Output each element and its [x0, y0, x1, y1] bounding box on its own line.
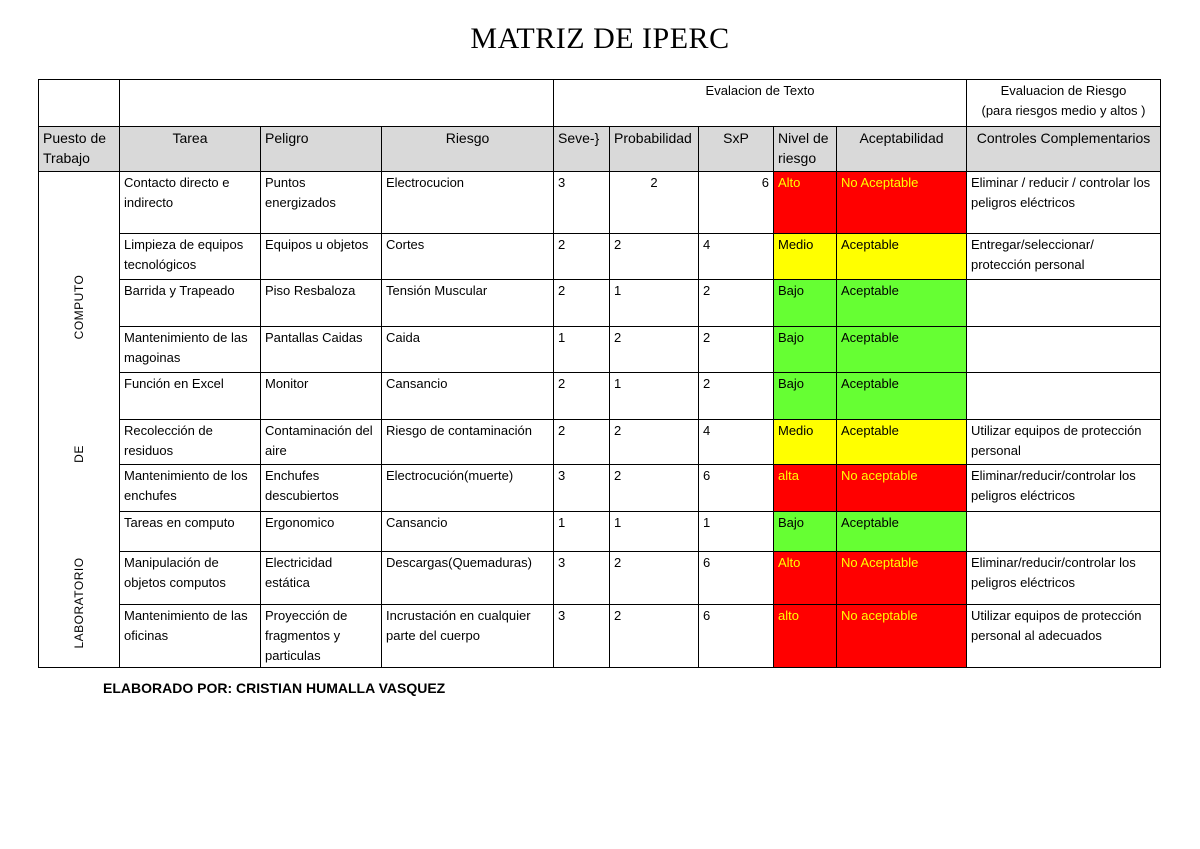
cell-nivel-riesgo: alto	[774, 604, 837, 667]
cell-sxp: 2	[699, 280, 774, 326]
cell-nivel-riesgo: Medio	[774, 234, 837, 280]
table-row	[39, 604, 1161, 667]
cell-riesgo: Tensión Muscular	[382, 280, 554, 326]
cell-tarea: Función en Excel	[120, 372, 261, 419]
cell-severidad: 3	[554, 604, 610, 667]
table-body	[39, 172, 1161, 668]
puesto-label: DE	[72, 445, 86, 463]
cell-peligro: Monitor	[261, 372, 382, 419]
group-header-evaluacion-texto: Evalacion de Texto	[554, 80, 967, 127]
cell-controles	[967, 326, 1161, 372]
cell-riesgo: Incrustación en cualquier parte del cuerpo	[382, 604, 554, 667]
cell-peligro: Electricidad estática	[261, 552, 382, 604]
table-row	[39, 280, 1161, 326]
cell-peligro: Puntos energizados	[261, 172, 382, 234]
cell-controles: Utilizar equipos de protección personal	[967, 419, 1161, 464]
cell-tarea: Mantenimiento de los enchufes	[120, 465, 261, 512]
cell-controles: Eliminar / reducir / controlar los peligros eléctricos	[967, 172, 1161, 234]
document-title: MATRIZ DE IPERC	[470, 22, 730, 55]
cell-sxp: 4	[699, 419, 774, 464]
group-header-row	[39, 80, 1161, 127]
cell-severidad: 1	[554, 512, 610, 552]
table-row	[39, 172, 1161, 234]
cell-probabilidad: 1	[610, 372, 699, 419]
cell-aceptabilidad: Aceptable	[837, 419, 967, 464]
cell-peligro: Contaminación del aire	[261, 419, 382, 464]
cell-controles	[967, 280, 1161, 326]
cell-nivel-riesgo: Bajo	[774, 326, 837, 372]
cell-sxp: 6	[699, 172, 774, 234]
cell-riesgo: Electrocución(muerte)	[382, 465, 554, 512]
group-blank-cell	[39, 80, 120, 127]
cell-peligro: Pantallas Caidas	[261, 326, 382, 372]
cell-aceptabilidad: No aceptable	[837, 465, 967, 512]
cell-tarea: Contacto directo e indirecto	[120, 172, 261, 234]
cell-tarea: Limpieza de equipos tecnológicos	[120, 234, 261, 280]
cell-peligro: Ergonomico	[261, 512, 382, 552]
author-footer: ELABORADO POR: CRISTIAN HUMALLA VASQUEZ	[103, 680, 446, 696]
cell-aceptabilidad: No Aceptable	[837, 172, 967, 234]
cell-riesgo: Cansancio	[382, 372, 554, 419]
cell-nivel-riesgo: Bajo	[774, 280, 837, 326]
cell-controles: Utilizar equipos de protección personal al adecuados	[967, 604, 1161, 667]
cell-nivel-riesgo: Bajo	[774, 512, 837, 552]
puesto-label: LABORATORIO	[72, 557, 86, 649]
cell-tarea: Tareas en computo	[120, 512, 261, 552]
col-header-riesgo: Riesgo	[382, 127, 554, 172]
cell-nivel-riesgo: Medio	[774, 419, 837, 464]
cell-controles	[967, 512, 1161, 552]
cell-peligro: Equipos u objetos	[261, 234, 382, 280]
cell-controles: Eliminar/reducir/controlar los peligros eléctricos	[967, 465, 1161, 512]
cell-sxp: 6	[699, 552, 774, 604]
table-row	[39, 372, 1161, 419]
cell-severidad: 3	[554, 172, 610, 234]
cell-probabilidad: 2	[610, 465, 699, 512]
cell-aceptabilidad: No aceptable	[837, 604, 967, 667]
cell-peligro: Enchufes descubiertos	[261, 465, 382, 512]
cell-probabilidad: 1	[610, 280, 699, 326]
cell-nivel-riesgo: Alto	[774, 552, 837, 604]
cell-severidad: 3	[554, 552, 610, 604]
col-header-nivel: Nivel de riesgo	[774, 127, 837, 172]
iperc-table	[38, 79, 1161, 668]
cell-controles: Entregar/seleccionar/ protección personal	[967, 234, 1161, 280]
cell-tarea: Manipulación de objetos computos	[120, 552, 261, 604]
col-header-aceptabilidad: Aceptabilidad	[837, 127, 967, 172]
cell-sxp: 6	[699, 465, 774, 512]
cell-riesgo: Caida	[382, 326, 554, 372]
cell-severidad: 2	[554, 419, 610, 464]
cell-controles	[967, 372, 1161, 419]
table-row	[39, 326, 1161, 372]
table-row	[39, 552, 1161, 604]
cell-tarea: Barrida y Trapeado	[120, 280, 261, 326]
cell-severidad: 2	[554, 280, 610, 326]
cell-probabilidad: 2	[610, 326, 699, 372]
cell-nivel-riesgo: alta	[774, 465, 837, 512]
puesto-label: COMPUTO	[72, 274, 86, 340]
cell-severidad: 3	[554, 465, 610, 512]
table-row	[39, 512, 1161, 552]
cell-tarea: Recolección de residuos	[120, 419, 261, 464]
cell-nivel-riesgo: Bajo	[774, 372, 837, 419]
col-header-tarea: Tarea	[120, 127, 261, 172]
cell-riesgo: Riesgo de contaminación	[382, 419, 554, 464]
cell-sxp: 6	[699, 604, 774, 667]
col-header-severidad: Seve-}	[554, 127, 610, 172]
cell-riesgo: Electrocucion	[382, 172, 554, 234]
cell-aceptabilidad: Aceptable	[837, 326, 967, 372]
cell-controles: Eliminar/reducir/controlar los peligros eléctricos	[967, 552, 1161, 604]
cell-probabilidad: 2	[610, 234, 699, 280]
col-header-controles: Controles Complementarios	[967, 127, 1161, 172]
group-blank-cell	[120, 80, 554, 127]
puesto-de-trabajo-cell	[39, 172, 120, 668]
table-row	[39, 234, 1161, 280]
cell-severidad: 2	[554, 372, 610, 419]
cell-severidad: 2	[554, 234, 610, 280]
cell-riesgo: Descargas(Quemaduras)	[382, 552, 554, 604]
col-header-probabilidad: Probabilidad	[610, 127, 699, 172]
cell-probabilidad: 2	[610, 419, 699, 464]
cell-aceptabilidad: Aceptable	[837, 372, 967, 419]
cell-aceptabilidad: Aceptable	[837, 234, 967, 280]
cell-probabilidad: 1	[610, 512, 699, 552]
cell-tarea: Mantenimiento de las magoinas	[120, 326, 261, 372]
cell-riesgo: Cortes	[382, 234, 554, 280]
column-header-row	[39, 127, 1161, 172]
cell-probabilidad: 2	[610, 552, 699, 604]
table-row	[39, 465, 1161, 512]
cell-peligro: Piso Resbaloza	[261, 280, 382, 326]
cell-sxp: 2	[699, 372, 774, 419]
table-row	[39, 419, 1161, 464]
cell-nivel-riesgo: Alto	[774, 172, 837, 234]
col-header-sxp: SxP	[699, 127, 774, 172]
cell-sxp: 1	[699, 512, 774, 552]
cell-aceptabilidad: No Aceptable	[837, 552, 967, 604]
col-header-peligro: Peligro	[261, 127, 382, 172]
cell-severidad: 1	[554, 326, 610, 372]
cell-probabilidad: 2	[610, 604, 699, 667]
group-header-evaluacion-riesgo: Evaluacion de Riesgo (para riesgos medio y altos )	[967, 80, 1161, 127]
cell-tarea: Mantenimiento de las oficinas	[120, 604, 261, 667]
cell-riesgo: Cansancio	[382, 512, 554, 552]
cell-sxp: 2	[699, 326, 774, 372]
cell-aceptabilidad: Aceptable	[837, 512, 967, 552]
col-header-puesto: Puesto de Trabajo	[39, 127, 120, 172]
cell-aceptabilidad: Aceptable	[837, 280, 967, 326]
cell-probabilidad: 2	[610, 172, 699, 234]
cell-sxp: 4	[699, 234, 774, 280]
cell-peligro: Proyección de fragmentos y particulas	[261, 604, 382, 667]
